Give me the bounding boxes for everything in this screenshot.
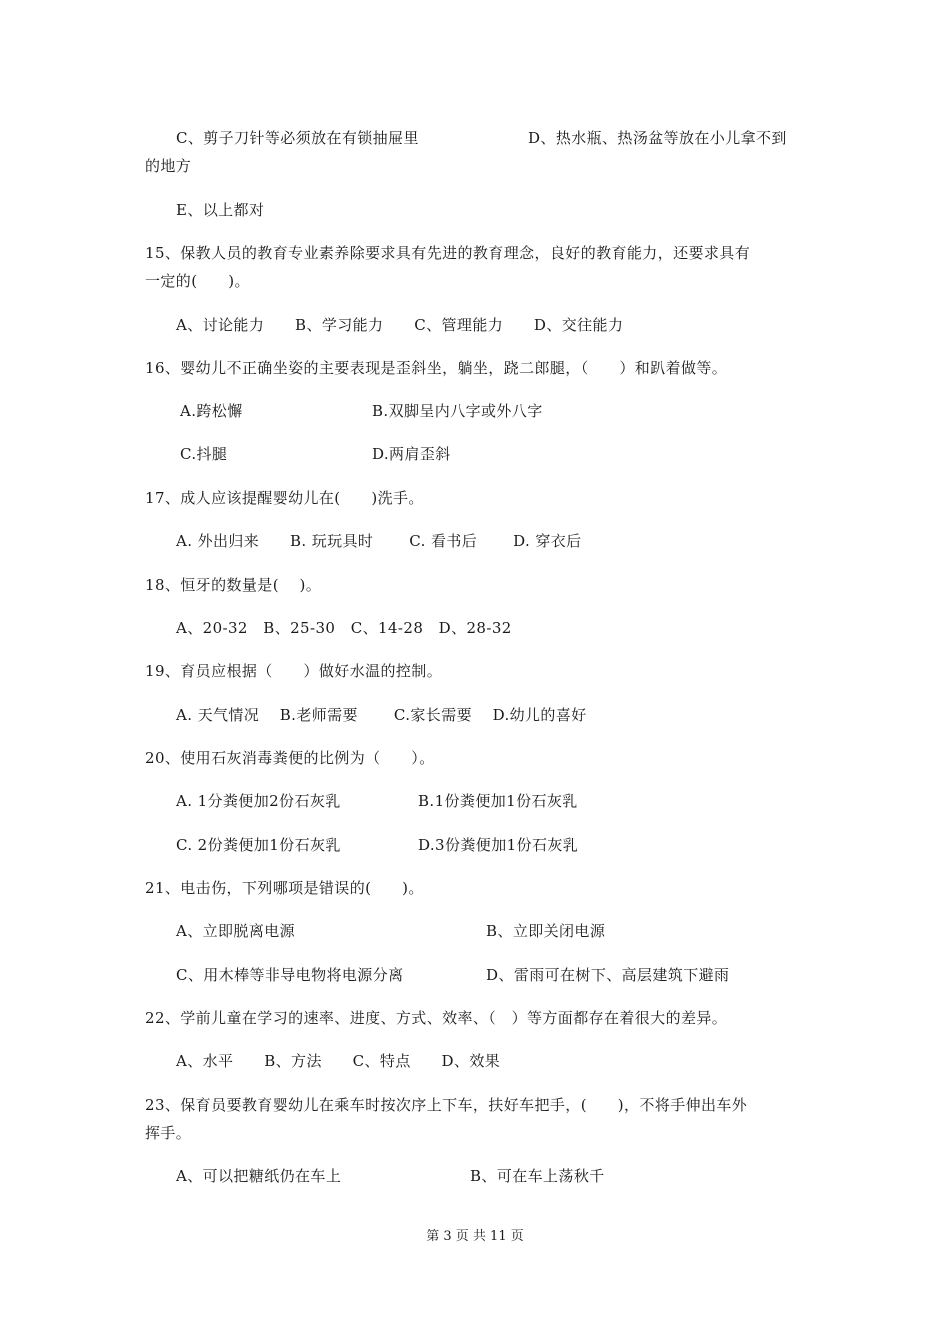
q21-option-c: C、用木棒等非导电物将电源分离 bbox=[176, 966, 404, 984]
q21-option-a: A、立即脱离电源 bbox=[176, 922, 296, 940]
q19-options: A. 天气情况 B.老师需要 C.家长需要 D.幼儿的喜好 bbox=[176, 706, 587, 724]
q23-option-b: B、可在车上荡秋千 bbox=[470, 1167, 605, 1185]
page-footer: 第 3 页 共 11 页 bbox=[426, 1229, 524, 1244]
q16-option-a: A.跨松懈 bbox=[180, 402, 243, 420]
q16-option-b: B.双脚呈内八字或外八字 bbox=[372, 402, 543, 420]
q20-option-d: D.3份粪便加1份石灰乳 bbox=[418, 836, 579, 854]
q17-question: 17、成人应该提醒婴幼儿在( )洗手。 bbox=[145, 489, 424, 507]
q21-option-d: D、雷雨可在树下、高层建筑下避雨 bbox=[486, 966, 730, 984]
q18-question: 18、恒牙的数量是( )。 bbox=[145, 576, 322, 594]
q14-option-d-continuation: 的地方 bbox=[145, 157, 192, 175]
q14-option-e: E、以上都对 bbox=[176, 201, 265, 219]
q21-question: 21、电击伤，下列哪项是错误的( )。 bbox=[145, 879, 424, 897]
q21-option-b: B、立即关闭电源 bbox=[486, 922, 606, 940]
q15-options: A、讨论能力 B、学习能力 C、管理能力 D、交往能力 bbox=[176, 316, 624, 334]
q23-question-line1: 23、保育员要教育婴幼儿在乘车时按次序上下车，扶好车把手，( )，不将手伸出车外 bbox=[145, 1096, 748, 1114]
q14-option-d: D、热水瓶、热汤盆等放在小儿拿不到 bbox=[528, 129, 787, 147]
q16-option-c: C.抖腿 bbox=[180, 445, 228, 463]
q19-question: 19、育员应根据（ ）做好水温的控制。 bbox=[145, 662, 443, 680]
q17-options: A. 外出归来 B. 玩玩具时 C. 看书后 D. 穿衣后 bbox=[176, 532, 582, 550]
q16-option-d: D.两肩歪斜 bbox=[372, 445, 451, 463]
q20-question: 20、使用石灰消毒粪便的比例为（ ）。 bbox=[145, 749, 435, 767]
q18-options: A、20-32 B、25-30 C、14-28 D、28-32 bbox=[176, 619, 512, 637]
q20-option-c: C. 2份粪便加1份石灰乳 bbox=[176, 836, 341, 854]
q22-question: 22、学前儿童在学习的速率、进度、方式、效率、（ ）等方面都存在着很大的差异。 bbox=[145, 1009, 728, 1027]
q14-option-c: C、剪子刀针等必须放在有锁抽屉里 bbox=[176, 129, 419, 147]
q22-options: A、水平 B、方法 C、特点 D、效果 bbox=[176, 1052, 501, 1070]
q15-question-line1: 15、保教人员的教育专业素养除要求具有先进的教育理念，良好的教育能力，还要求具有 bbox=[145, 244, 751, 262]
q20-option-a: A. 1分粪便加2份石灰乳 bbox=[176, 792, 341, 810]
q16-question: 16、婴幼儿不正确坐姿的主要表现是歪斜坐，躺坐，跷二郎腿，（ ）和趴着做等。 bbox=[145, 359, 728, 377]
q23-option-a: A、可以把糖纸仍在车上 bbox=[176, 1167, 342, 1185]
q23-question-line2: 挥手。 bbox=[145, 1124, 192, 1142]
q20-option-b: B.1份粪便加1份石灰乳 bbox=[418, 792, 578, 810]
q15-question-line2: 一定的( )。 bbox=[145, 272, 250, 290]
